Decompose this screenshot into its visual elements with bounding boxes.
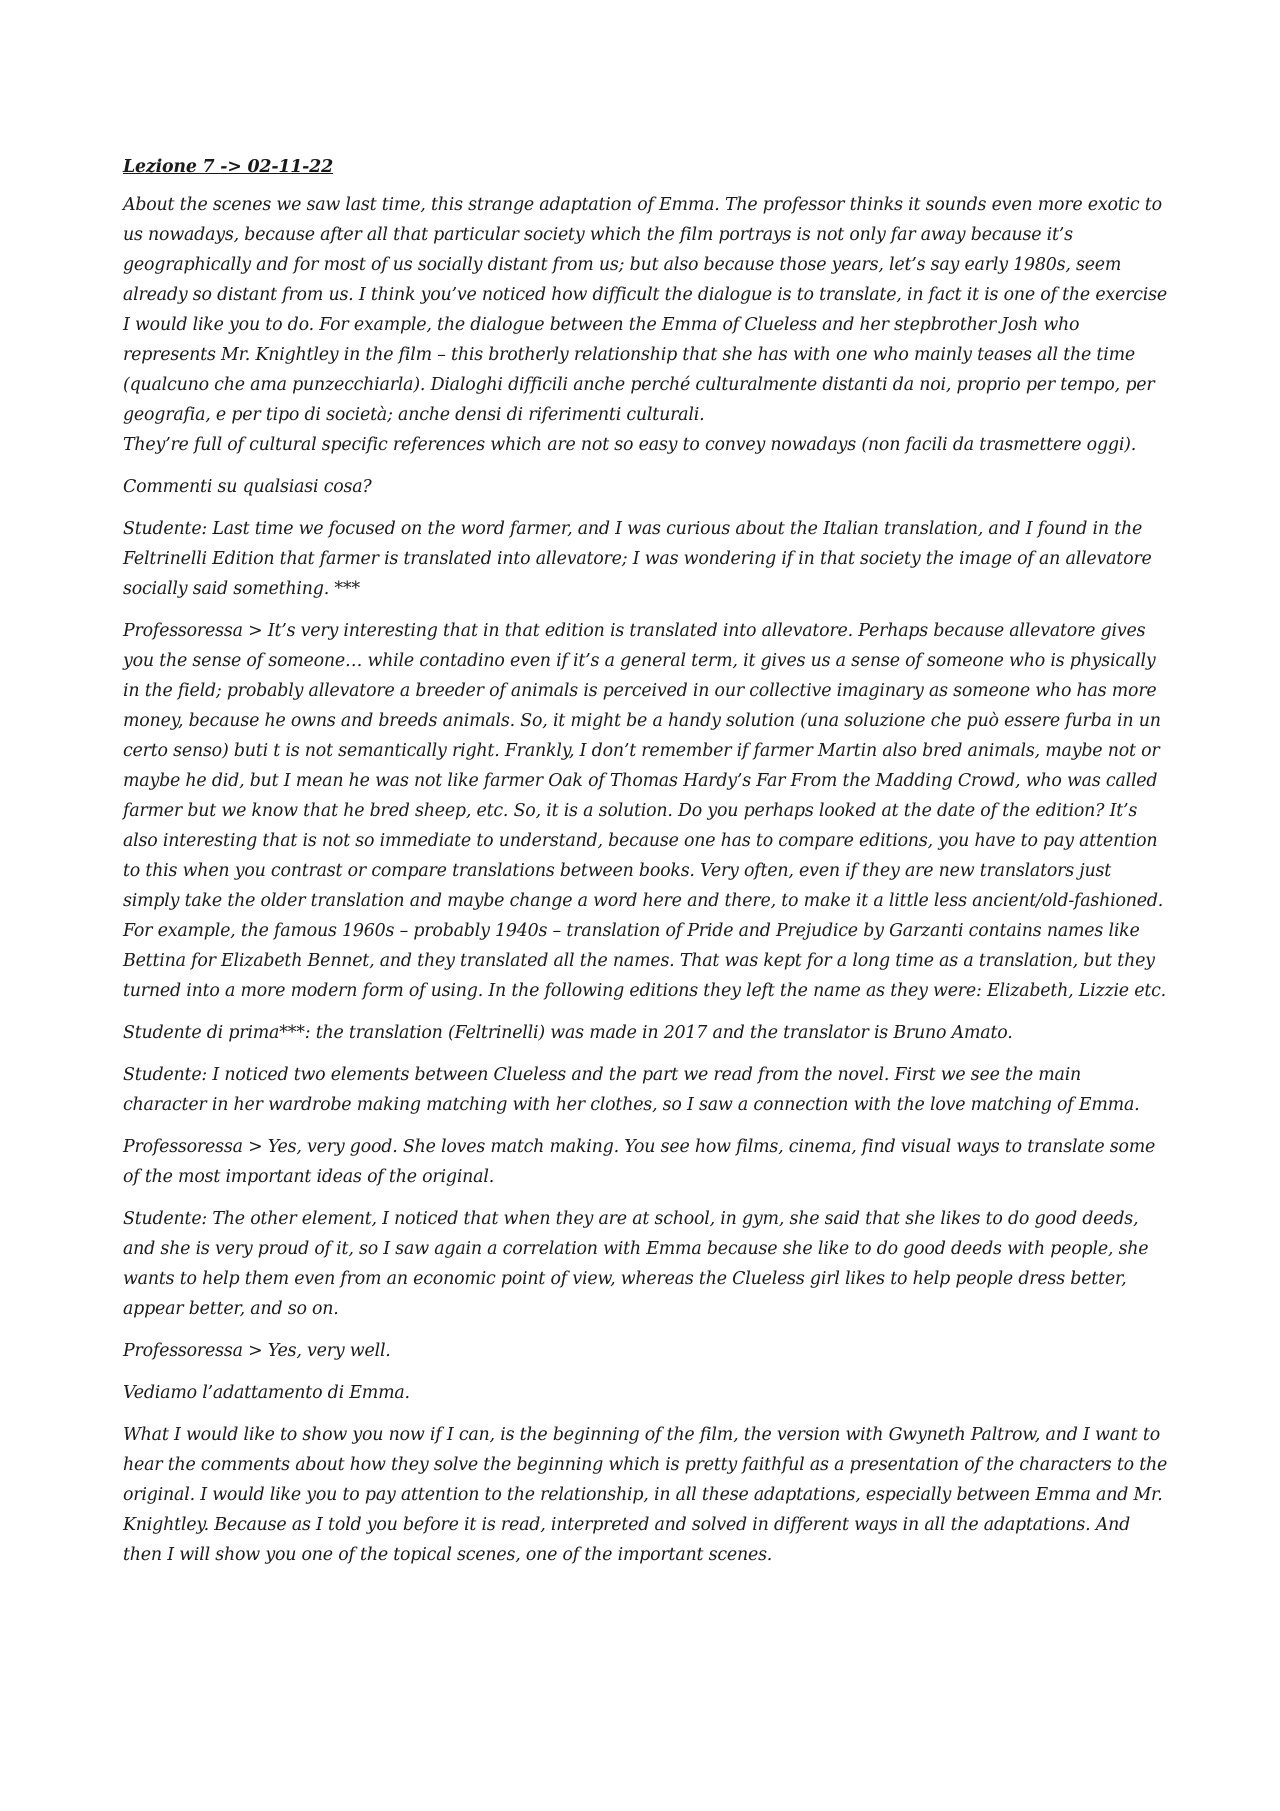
intro-paragraph: About the scenes we saw last time, this strange adaptation of Emma. The professor thinks it sounds even more exotic to us nowadays, because after all that particular society which the film portrays is not only far away because it’s geographically and for most of us socially distant from us; but also because those years, let’s say early 1980s, seem already so distant from us. I think you’ve noticed how difficult the dialogue is to translate, in fact it is one of the exercise I would like you to do. For example, the dialogue between the Emma of Clueless and her stepbrother Josh who represents Mr. Knightley in the film – this brotherly relationship that she has with one who mainly teases all the time (qualcuno che ama punzecchiarla). Dialoghi difficili anche perché culturalmente distanti da noi, proprio per tempo, per geografia, e per tipo di società; anche densi di riferimenti culturali. [123, 195, 1167, 425]
professor-reply-allevatore: Professoressa > It’s very interesting that in that edition is translated into allevatore. Perhaps because allevatore gives you the sense of someone… while contadino even if it’s a general term, it gives us a sense of someone who is physically in the field; probably allevatore a breeder of animals is perceived in our collective imaginary as someone who has more money, because he owns and breeds animals. So, it might be a handy solution (una soluzione che può essere furba in un certo senso) buti t is not semantically right. Frankly, I don’t remember if farmer Martin also bred animals, maybe not or maybe he did, but I mean he was not like farmer Oak of Thomas Hardy’s Far From the Madding Crowd, who was called farmer but we know that he bred sheep, etc. So, it is a solution. Do you perhaps looked at the date of the edition? It’s also interesting that is not so immediate to understand, because one has to compare editions, you have to pay attention to this when you contrast or compare translations between books. Very often, even if they are new translators just simply take the older translation and maybe change a word here and there, to make it a little less ancient/old-fashioned. For example, the famous 1960s – probably 1940s – translation of Pride and Prejudice by Garzanti contains names like Bettina for Elizabeth Bennet, and they translated all the names. That was kept for a long time as a translation, but they turned into a more modern form of using. In the following editions they left the name as they were: Elizabeth, Lizzie etc. [123, 621, 1166, 1001]
section-heading-emma: Vediamo l’adattamento di Emma. [123, 1383, 410, 1403]
question-paragraph: Commenti su qualsiasi cosa? [123, 477, 372, 497]
professor-film-intro: What I would like to show you now if I can, is the beginning of the film, the version with Gwyneth Paltrow, and I want to hear the comments about how they solve the beginning which is pretty faithful as a presentation of the characters to the original. I would like you to pay attention to the relationship, in all these adaptations, especially between Emma and Mr. Knightley. Because as I told you before it is read, interpreted and solved in different ways in all the adaptations. And then I will show you one of the topical scenes, one of the important scenes. [123, 1425, 1168, 1565]
intro-block [123, 190, 1168, 460]
intro-note: They’re full of cultural specific references which are not so easy to convey nowadays (non facili da trasmettere oggi). [123, 435, 1137, 455]
professor-reply-matchmaking: Professoressa > Yes, very good. She loves match making. You see how films, cinema, find visual ways to translate some of the most important ideas of the original. [123, 1137, 1156, 1187]
document-page [123, 152, 1168, 1582]
student-translation-date: Studente di prima***: the translation (Feltrinelli) was made in 2017 and the translator is Bruno Amato. [123, 1023, 1013, 1043]
lesson-title: Lezione 7 -> 02-11-22 [123, 157, 333, 177]
professor-reply-short: Professoressa > Yes, very well. [123, 1341, 391, 1361]
student-comment-good-deeds: Studente: The other element, I noticed that when they are at school, in gym, she said that she likes to do good deeds, and she is very proud of it, so I saw again a correlation with Emma because she like to do good deeds with people, she wants to help them even from an economic point of view, whereas the Clueless girl likes to help people dress better, appear better, and so on. [123, 1209, 1149, 1319]
student-comment-farmer: Studente: Last time we focused on the word farmer, and I was curious about the Italian translation, and I found in the Feltrinelli Edition that farmer is translated into allevatore; I was wondering if in that society the image of an allevatore socially said something. *** [123, 519, 1152, 599]
student-comment-clueless: Studente: I noticed two elements between Clueless and the part we read from the novel. First we see the main character in her wardrobe making matching with her clothes, so I saw a connection with the love matching of Emma. [123, 1065, 1140, 1115]
